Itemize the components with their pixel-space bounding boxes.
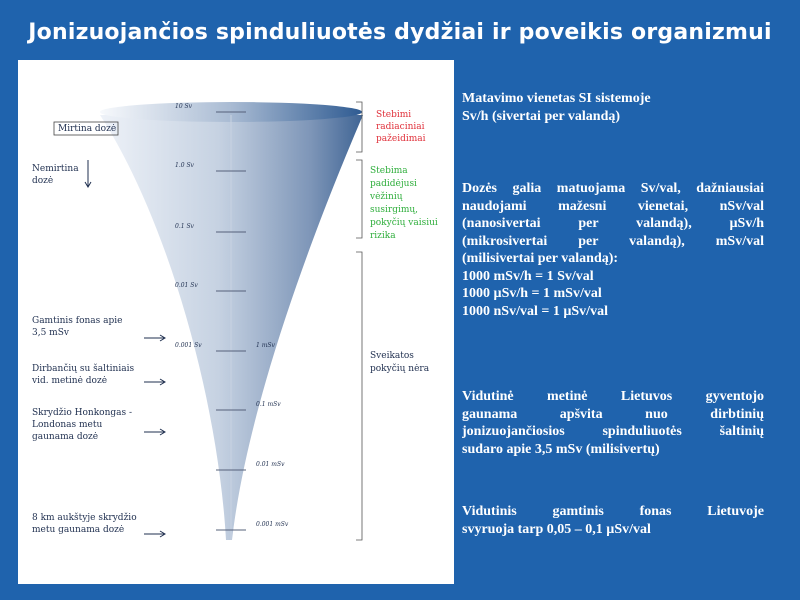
no-change-label: Sveikatos bbox=[370, 351, 414, 361]
damage-label: pažeidimai bbox=[376, 134, 426, 144]
left-label-line: Skrydžio Honkongas - bbox=[32, 408, 133, 418]
text-line: 1000 µSv/h = 1 mSv/val bbox=[462, 286, 602, 301]
arrow-icon bbox=[144, 379, 165, 385]
no-change-label: pokyčių nėra bbox=[370, 364, 430, 374]
dose-rate-text bbox=[462, 180, 764, 320]
funnel-svg bbox=[18, 60, 454, 584]
damage-label: radiaciniai bbox=[376, 122, 425, 132]
arrow-icon bbox=[144, 531, 165, 537]
scale-tick-label: 0.1 Sv bbox=[175, 223, 194, 230]
left-label-line: metu gaunama dozė bbox=[32, 525, 125, 535]
scale-tick-label: 0.01 mSv bbox=[256, 461, 285, 468]
left-label-line: Gamtinis fonas apie bbox=[32, 316, 123, 326]
text-line: Vidutinė metinė Lietuvos gyventojo bbox=[462, 389, 764, 404]
scale-tick-label: 0.001 mSv bbox=[256, 521, 289, 528]
arrow-icon bbox=[144, 335, 165, 341]
scale-tick-label: 1 mSv bbox=[256, 342, 275, 349]
left-label-line: 3,5 mSv bbox=[32, 328, 69, 338]
scale-tick-label: 1.0 Sv bbox=[175, 162, 194, 169]
text-line: Matavimo vienetas SI sistemoje bbox=[462, 91, 651, 106]
left-label-line: Mirtina dozė bbox=[58, 124, 117, 134]
text-line: Vidutinis gamtinis fonas Lietuvoje bbox=[462, 504, 764, 519]
right-labels bbox=[356, 102, 438, 540]
risk-label: Stebima bbox=[370, 166, 408, 176]
risk-label: rizika bbox=[370, 231, 396, 241]
text-line: naudojami mažesni vienetai, nSv/val bbox=[462, 198, 764, 214]
text-line: 1000 mSv/h = 1 Sv/val bbox=[462, 268, 594, 284]
text-line: (nanosivertai per valandą), µSv/h bbox=[462, 216, 764, 231]
range-bracket bbox=[356, 252, 362, 540]
text-line: (milisivertai per valandą): bbox=[462, 251, 619, 266]
left-label-line: Dirbančių su šaltiniais bbox=[32, 364, 135, 374]
left-label-line: 8 km aukštyje skrydžio bbox=[32, 513, 137, 523]
left-label-line: Londonas metu bbox=[32, 420, 103, 430]
text-line: sudaro apie 3,5 mSv (milisivertų) bbox=[462, 441, 660, 457]
left-label-line: vid. metinė dozė bbox=[32, 376, 108, 386]
text-line: Dozės galia matuojama Sv/val, dažniausiai bbox=[462, 181, 764, 196]
damage-label: Stebimi bbox=[376, 110, 412, 120]
risk-label: susirgimų, bbox=[370, 205, 419, 215]
text-line: 1000 nSv/val = 1 µSv/val bbox=[462, 303, 608, 319]
scale-tick-label: 10 Sv bbox=[175, 103, 193, 110]
text-line: Sv/h (sivertai per valandą) bbox=[462, 108, 621, 124]
arrow-down-icon bbox=[85, 160, 91, 187]
scale-tick-label: 0.001 Sv bbox=[175, 342, 202, 349]
risk-label: pokyčių vaisiui bbox=[370, 218, 438, 228]
risk-label: vėžinių bbox=[370, 192, 403, 202]
unit-text bbox=[462, 90, 764, 125]
page-title: Jonizuojančios spinduliuotės dydžiai ir poveikis organizmui bbox=[28, 20, 772, 45]
text-line: svyruoja tarp 0,05 – 0,1 µSv/val bbox=[462, 521, 651, 537]
text-line: (mikrosivertai per valandą), mSv/val bbox=[462, 233, 764, 249]
left-label-line: gaunama dozė bbox=[32, 432, 99, 442]
annual-dose-text bbox=[462, 388, 764, 458]
arrow-icon bbox=[144, 429, 165, 435]
range-bracket bbox=[356, 160, 362, 238]
background-text bbox=[462, 503, 764, 538]
text-line: jonizuojančiosios spinduliuotės šaltinių bbox=[462, 424, 764, 439]
scale-tick-label: 0.1 mSv bbox=[256, 401, 281, 408]
risk-label: padidėjusi bbox=[370, 179, 417, 189]
scale-tick-label: 0.01 Sv bbox=[175, 282, 198, 289]
left-label-line: dozė bbox=[32, 176, 54, 186]
text-line: gaunama apšvita nuo dirbtinių bbox=[462, 406, 764, 422]
dose-funnel-diagram bbox=[18, 60, 454, 584]
left-label-line: Nemirtina bbox=[32, 164, 79, 174]
